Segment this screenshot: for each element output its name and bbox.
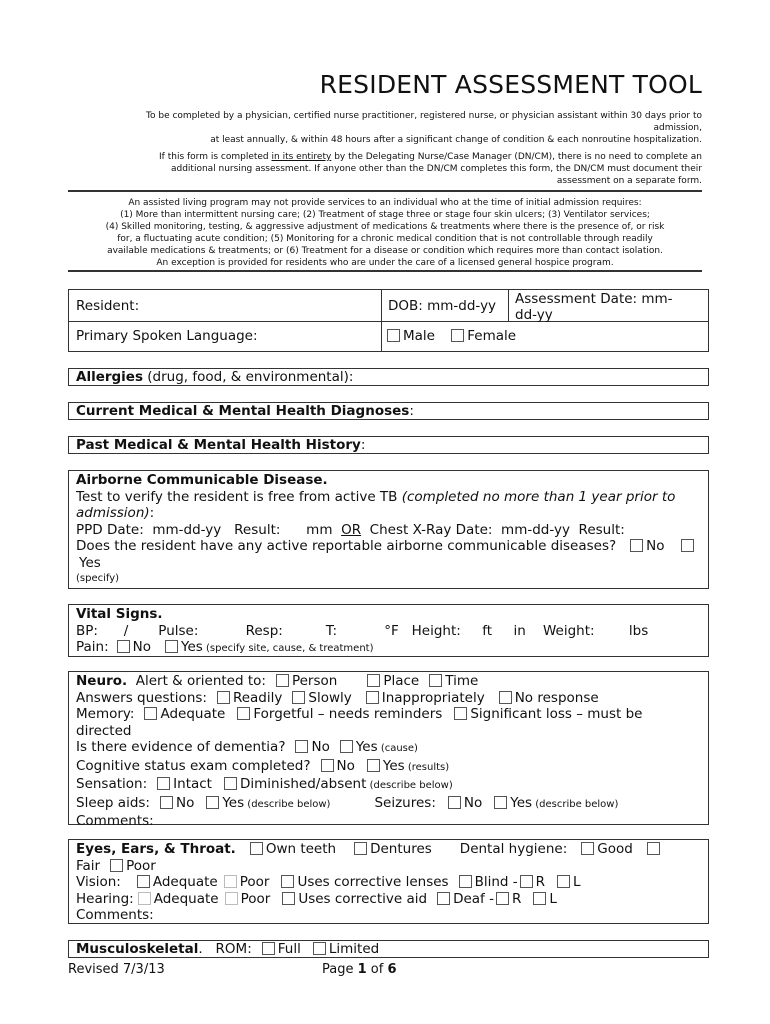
- rom-full-checkbox[interactable]: [262, 942, 275, 955]
- airborne-specify: (specify): [76, 573, 120, 584]
- blind-l-label: L: [573, 874, 581, 890]
- airborne-question: Does the resident have any active reportable airborne communicable diseases?: [76, 538, 617, 554]
- airborne-no-label: No: [646, 538, 665, 554]
- page-number: [322, 962, 397, 977]
- place-checkbox[interactable]: [367, 674, 380, 687]
- blind-r-label: R: [535, 874, 546, 890]
- cognitive-question: Cognitive status exam completed?: [76, 757, 311, 774]
- seizures-label: Seizures:: [374, 794, 436, 811]
- alert-label: Alert & oriented to:: [127, 673, 266, 689]
- intro-line: assessment on a separate form.: [556, 176, 702, 186]
- hearing-adequate-checkbox[interactable]: [138, 892, 151, 905]
- hygiene-poor-checkbox[interactable]: [110, 859, 123, 872]
- inappropriately-label: Inappropriately: [381, 689, 485, 706]
- requirements-text: [68, 197, 702, 269]
- sleep-describe-note: (describe below): [244, 798, 331, 810]
- vital-signs-section: [68, 604, 709, 657]
- significant-loss-label: Significant loss – must be: [470, 706, 643, 722]
- requirement-line: (4) Skilled monitoring, testing, & aggressive adjustment of medications & treatments where there is the presence of, or risk: [105, 222, 665, 232]
- blind-r-checkbox[interactable]: [520, 875, 533, 888]
- dob-field[interactable]: [382, 290, 509, 322]
- vision-poor-label: Poor: [239, 874, 270, 890]
- musculoskeletal-section: [68, 940, 709, 958]
- requirement-line: available medications & treatments; or (6) Treatment for a disease or condition which requires more than contact isolation.: [107, 246, 663, 256]
- cognitive-yes-checkbox[interactable]: [367, 759, 380, 772]
- male-checkbox[interactable]: [387, 329, 400, 342]
- allergies-section[interactable]: [68, 368, 709, 386]
- seizures-yes-checkbox[interactable]: [494, 796, 507, 809]
- language-field[interactable]: [69, 322, 382, 351]
- vision-adequate-checkbox[interactable]: [137, 875, 150, 888]
- resident-label: Resident:: [76, 298, 140, 314]
- xray-date-field[interactable]: Chest X-Ray Date: mm-dd-yy Result:: [361, 521, 625, 538]
- male-label: Male: [403, 328, 435, 344]
- deaf-r-label: R: [511, 890, 522, 907]
- no-response-checkbox[interactable]: [499, 691, 512, 704]
- seizures-no-label: No: [463, 794, 483, 811]
- forgetful-label: Forgetful – needs reminders: [253, 706, 443, 722]
- airborne-yes-label: Yes: [79, 554, 101, 571]
- vision-adequate-label: Adequate: [152, 874, 218, 890]
- neuro-section: [68, 671, 709, 829]
- sleep-no-label: No: [175, 794, 195, 811]
- tb-test-text: Test to verify the resident is free from active TB: [76, 488, 402, 505]
- hearing-poor-checkbox[interactable]: [225, 892, 238, 905]
- sensation-label: Sensation:: [76, 776, 148, 792]
- tb-test-colon: :: [149, 505, 155, 521]
- resident-field[interactable]: [69, 290, 382, 322]
- revised-date: Revised 7/3/13: [68, 962, 165, 977]
- requirement-line: An exception is provided for residents who are under the care of a licensed general hospice program.: [156, 258, 614, 268]
- intro-text-part: by the Delegating Nurse/Case Manager (DN/CM), there is no need to complete an: [331, 152, 702, 162]
- cognitive-no-label: No: [336, 757, 355, 774]
- vision-poor-checkbox[interactable]: [224, 875, 237, 888]
- pain-no-checkbox[interactable]: [117, 640, 130, 653]
- time-checkbox[interactable]: [429, 674, 442, 687]
- slowly-checkbox[interactable]: [292, 691, 305, 704]
- memory-adequate-label: Adequate: [160, 706, 226, 722]
- cognitive-yes-label: Yes: [382, 757, 405, 774]
- dementia-cause-note: (cause): [377, 743, 418, 754]
- hygiene-poor-label: Poor: [126, 857, 156, 874]
- pain-label: Pain:: [76, 639, 109, 655]
- intact-checkbox[interactable]: [157, 777, 170, 790]
- current-page: 1: [357, 962, 367, 977]
- intro-line: additional nursing assessment. If anyone other than the DN/CM completes this form, the DN/CM must document their: [170, 164, 702, 174]
- seizures-yes-label: Yes: [510, 794, 533, 811]
- dementia-question: Is there evidence of dementia?: [76, 739, 286, 755]
- divider: [68, 190, 702, 192]
- current-diagnoses-colon: :: [409, 403, 414, 419]
- female-label: Female: [467, 328, 517, 344]
- pain-yes-note: (specify site, cause, & treatment): [202, 643, 374, 654]
- cognitive-results-note: (results): [404, 761, 450, 773]
- blind-label: Blind -: [474, 874, 518, 890]
- rom-label: . ROM:: [198, 941, 252, 957]
- form-title: RESIDENT ASSESSMENT TOOL: [319, 70, 702, 99]
- past-history-colon: :: [360, 437, 366, 453]
- hygiene-fair-label: Fair: [76, 857, 101, 874]
- assessment-date-label: dd-yy: [515, 307, 553, 323]
- forgetful-checkbox[interactable]: [237, 707, 250, 720]
- dob-label: DOB: mm-dd-yy: [388, 298, 497, 314]
- requirement-line: for, a fluctuating acute condition; (5) Monitoring for a chronic medical condition that is not controllable through readily: [117, 234, 653, 244]
- time-label: Time: [445, 673, 479, 689]
- no-response-label: No response: [514, 689, 599, 706]
- diminished-label: Diminished/absent: [239, 776, 367, 792]
- language-label: Primary Spoken Language:: [76, 328, 258, 344]
- intro-underline: in its entirety: [271, 152, 332, 162]
- musculoskeletal-heading: Musculoskeletal: [76, 941, 199, 957]
- hearing-adequate-label: Adequate: [153, 890, 219, 907]
- slowly-label: Slowly: [308, 689, 352, 706]
- vital-signs-heading: Vital Signs.: [76, 606, 163, 622]
- past-history-heading: Past Medical & Mental Health History: [76, 437, 361, 453]
- vital-signs-fields[interactable]: BP: / Pulse: Resp: T: °F Height: ft in Weight: lbs: [76, 622, 649, 639]
- dementia-yes-label: Yes: [355, 739, 378, 755]
- intact-label: Intact: [173, 776, 212, 792]
- hygiene-good-label: Good: [597, 841, 633, 857]
- dentures-checkbox[interactable]: [354, 842, 367, 855]
- hygiene-fair-checkbox[interactable]: [647, 842, 660, 855]
- eet-heading: Eyes, Ears, & Throat.: [76, 841, 236, 857]
- dental-hygiene-label: Dental hygiene:: [459, 841, 568, 857]
- cognitive-no-checkbox[interactable]: [321, 759, 334, 772]
- past-history-section[interactable]: [68, 436, 709, 454]
- rom-limited-checkbox[interactable]: [313, 942, 326, 955]
- hygiene-good-checkbox[interactable]: [581, 842, 594, 855]
- seizures-describe-note: (describe below): [532, 798, 619, 810]
- neuro-heading: Neuro.: [76, 673, 128, 689]
- sensation-describe-note: (describe below): [366, 780, 453, 791]
- neuro-comments-field[interactable]: Comments:: [76, 813, 154, 829]
- readily-label: Readily: [232, 689, 283, 706]
- memory-adequate-checkbox[interactable]: [144, 707, 157, 720]
- current-diagnoses-heading: Current Medical & Mental Health Diagnoses: [76, 403, 410, 419]
- rom-limited-label: Limited: [328, 941, 380, 957]
- hearing-poor-label: Poor: [240, 890, 271, 907]
- sleep-aids-label: Sleep aids:: [76, 794, 150, 811]
- divider: [68, 270, 702, 272]
- person-label: Person: [291, 673, 338, 689]
- intro-line: admission,: [653, 123, 702, 133]
- seizures-no-checkbox[interactable]: [448, 796, 461, 809]
- rom-full-label: Full: [277, 941, 301, 957]
- eyes-ears-throat-section: [68, 839, 709, 924]
- deaf-label: Deaf -: [453, 890, 494, 907]
- deaf-r-checkbox[interactable]: [496, 892, 509, 905]
- hearing-label: Hearing:: [76, 890, 134, 907]
- corrective-lenses-label: Uses corrective lenses: [297, 874, 449, 890]
- airborne-heading: Airborne Communicable Disease.: [76, 472, 328, 488]
- pain-no-label: No: [132, 639, 152, 655]
- own-teeth-label: Own teeth: [265, 841, 337, 857]
- airborne-disease-section: [68, 470, 709, 589]
- intro-line: at least annually, & within 48 hours after a significant change of condition & each nonroutine hospitalization.: [210, 135, 702, 145]
- deaf-l-label: L: [549, 890, 557, 907]
- or-label: OR: [341, 521, 362, 538]
- readily-checkbox[interactable]: [217, 691, 230, 704]
- corrective-lenses-checkbox[interactable]: [281, 875, 294, 888]
- allergies-heading: Allergies: [76, 369, 143, 385]
- sleep-no-checkbox[interactable]: [160, 796, 173, 809]
- sleep-yes-checkbox[interactable]: [206, 796, 219, 809]
- person-checkbox[interactable]: [276, 674, 289, 687]
- airborne-yes-checkbox[interactable]: [681, 539, 694, 552]
- deaf-checkbox[interactable]: [437, 892, 450, 905]
- memory-label: Memory:: [76, 706, 135, 722]
- own-teeth-checkbox[interactable]: [250, 842, 263, 855]
- deaf-l-checkbox[interactable]: [533, 892, 546, 905]
- requirement-line: (1) More than intermittent nursing care; (2) Treatment of stage three or stage four skin ulcers; (3) Ventilator services;: [120, 210, 650, 220]
- gender-field: [382, 322, 708, 351]
- page-label: Page: [322, 962, 358, 977]
- assessment-date-label: Assessment Date: mm-: [515, 291, 673, 307]
- assessment-date-field[interactable]: [509, 290, 708, 322]
- female-checkbox[interactable]: [451, 329, 464, 342]
- pain-yes-label: Yes: [181, 639, 203, 655]
- place-label: Place: [383, 673, 420, 689]
- intro-text: [60, 110, 702, 187]
- airborne-no-checkbox[interactable]: [630, 539, 643, 552]
- significant-loss-checkbox[interactable]: [454, 707, 467, 720]
- intro-text-part: If this form is completed: [159, 152, 272, 162]
- page-of: of: [366, 962, 388, 977]
- tb-test-note: admission): [76, 505, 150, 521]
- directed-label: directed: [76, 722, 132, 739]
- pain-yes-checkbox[interactable]: [165, 640, 178, 653]
- blind-l-checkbox[interactable]: [557, 875, 570, 888]
- eet-comments-field[interactable]: Comments:: [76, 907, 154, 923]
- total-pages: 6: [387, 962, 397, 977]
- corrective-aid-checkbox[interactable]: [282, 892, 295, 905]
- vision-label: Vision:: [76, 874, 121, 890]
- allergies-note: (drug, food, & environmental):: [143, 369, 354, 385]
- intro-line: [60, 151, 702, 163]
- requirement-line: An assisted living program may not provide services to an individual who at the time of initial admission requires:: [128, 198, 642, 208]
- sleep-yes-label: Yes: [222, 794, 245, 811]
- dementia-no-checkbox[interactable]: [295, 740, 308, 753]
- answers-label: Answers questions:: [76, 689, 207, 706]
- intro-line: To be completed by a physician, certified nurse practitioner, registered nurse, or physician assistant within 30 days prior to: [146, 111, 702, 121]
- ppd-date-field[interactable]: PPD Date: mm-dd-yy Result: mm: [76, 521, 342, 538]
- dementia-yes-checkbox[interactable]: [340, 740, 353, 753]
- tb-test-note: (completed no more than 1 year prior to: [401, 488, 676, 505]
- dementia-no-label: No: [311, 739, 330, 755]
- inappropriately-checkbox[interactable]: [366, 691, 379, 704]
- current-diagnoses-section[interactable]: [68, 402, 709, 420]
- resident-header-table: [68, 289, 709, 352]
- dentures-label: Dentures: [370, 841, 432, 857]
- diminished-checkbox[interactable]: [224, 777, 237, 790]
- corrective-aid-label: Uses corrective aid: [298, 890, 428, 907]
- blind-checkbox[interactable]: [459, 875, 472, 888]
